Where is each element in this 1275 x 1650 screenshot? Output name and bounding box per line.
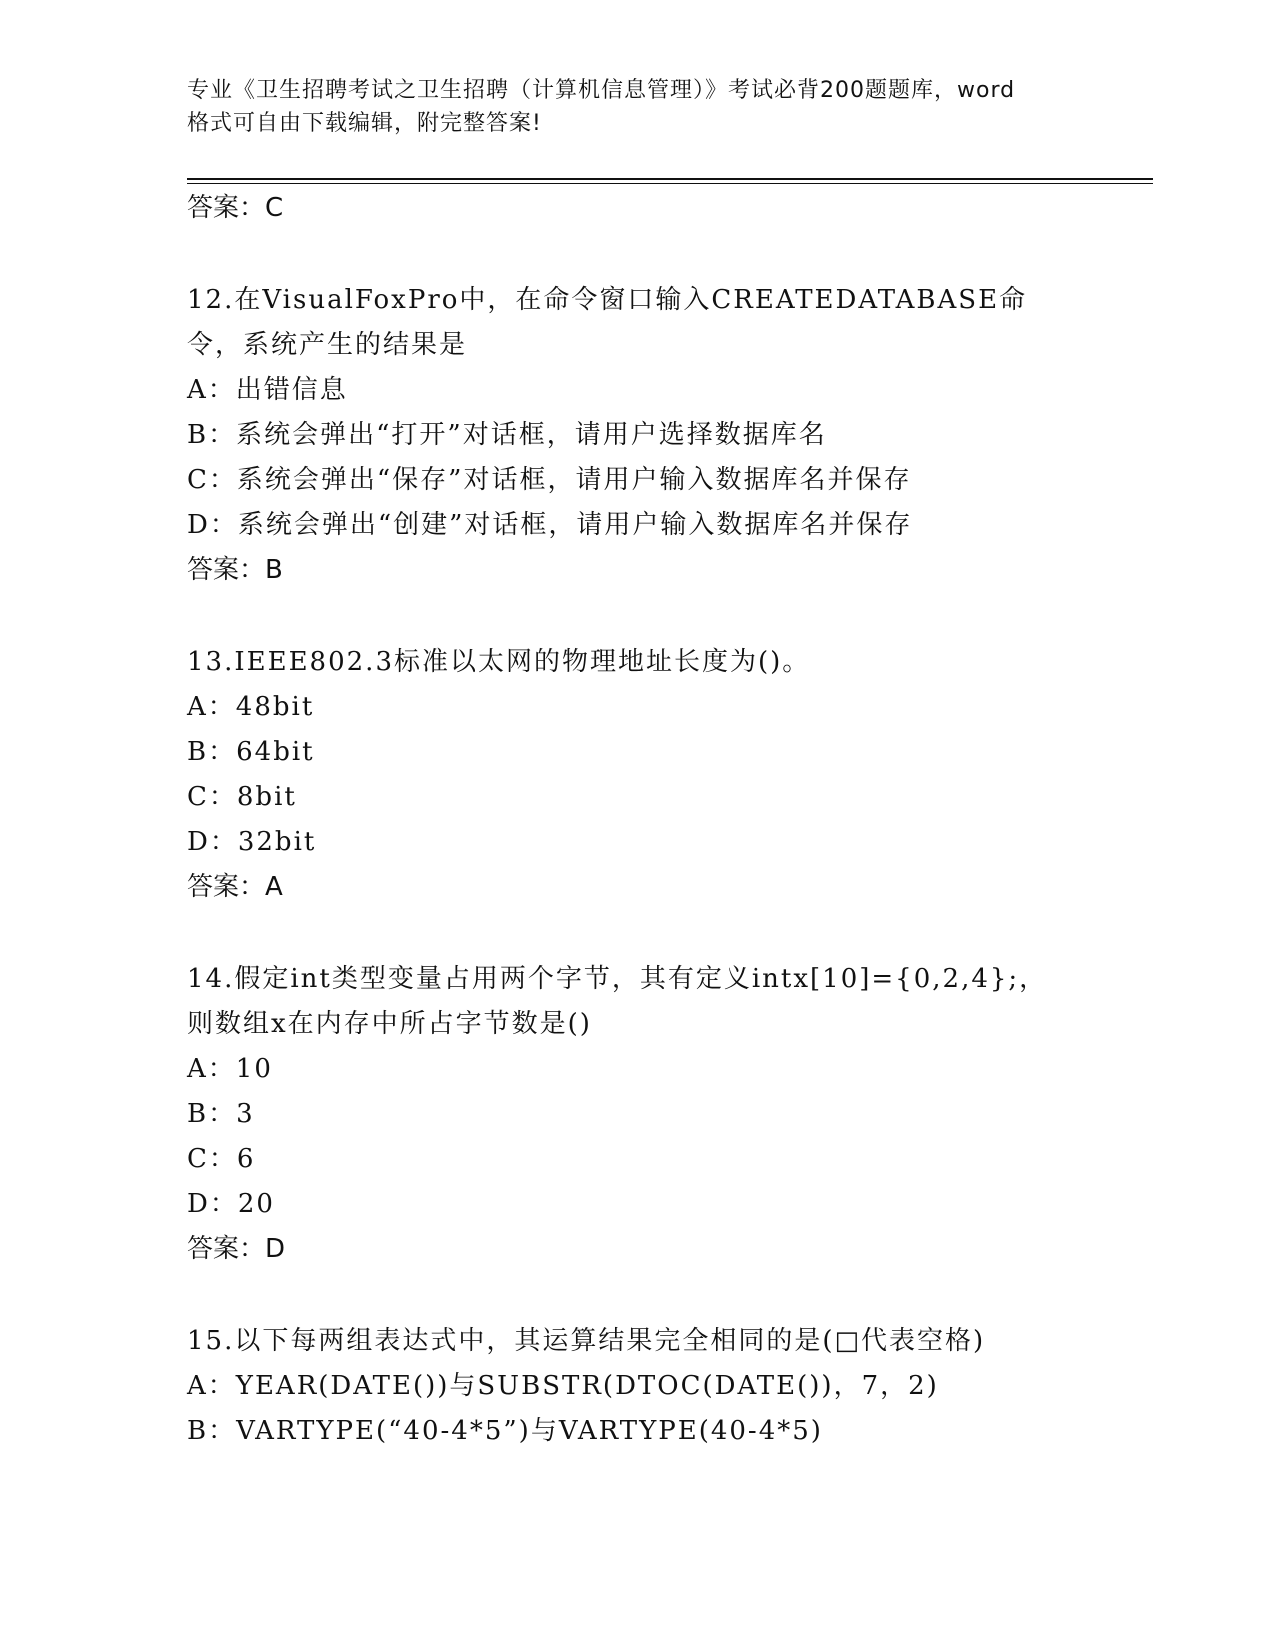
document-header bbox=[187, 74, 1087, 140]
option-b: B：3 bbox=[187, 1099, 255, 1129]
option-a: A：YEAR(DATE())与SUBSTR(DTOC(DATE())，7，2) bbox=[187, 1371, 939, 1401]
answer-label: 答案：A bbox=[187, 872, 283, 902]
option-c: C：系统会弹出“保存”对话框，请用户输入数据库名并保存 bbox=[187, 465, 912, 495]
question-12 bbox=[187, 278, 1147, 593]
option-c: C：6 bbox=[187, 1144, 256, 1174]
previous-answer: 答案：C bbox=[187, 193, 284, 223]
answer-label: 答案：D bbox=[187, 1234, 286, 1264]
option-d: D：32bit bbox=[187, 827, 317, 857]
question-15 bbox=[187, 1319, 1147, 1454]
option-a: A：10 bbox=[187, 1054, 273, 1084]
answer-label: 答案：B bbox=[187, 555, 283, 585]
option-a: A：出错信息 bbox=[187, 375, 348, 405]
question-stem: 13.IEEE802.3标准以太网的物理地址长度为()。 bbox=[187, 647, 811, 677]
question-stem: 14.假定int类型变量占用两个字节，其有定义intx[10]={0,2,4};，则数组x在内存中所占字节数是() bbox=[187, 964, 1048, 1039]
question-13 bbox=[187, 640, 1147, 910]
question-14 bbox=[187, 957, 1147, 1272]
question-list bbox=[187, 186, 1147, 1454]
option-b: B：系统会弹出“打开”对话框，请用户选择数据库名 bbox=[187, 420, 827, 450]
option-b: B：VARTYPE(“40-4*5”)与VARTYPE(40-4*5) bbox=[187, 1416, 823, 1446]
header-line-2: 格式可自由下载编辑，附完整答案! bbox=[187, 111, 542, 136]
option-a: A：48bit bbox=[187, 692, 315, 722]
question-stem: 12.在VisualFoxPro中，在命令窗口输入CREATEDATABASE命令，系统产生的结果是 bbox=[187, 285, 1028, 360]
header-rule-thin bbox=[187, 183, 1153, 184]
option-d: D：20 bbox=[187, 1189, 275, 1219]
option-c: C：8bit bbox=[187, 782, 297, 812]
question-stem: 15.以下每两组表达式中，其运算结果完全相同的是(□代表空格) bbox=[187, 1326, 986, 1356]
option-b: B：64bit bbox=[187, 737, 315, 767]
header-line-1: 专业《卫生招聘考试之卫生招聘（计算机信息管理）》考试必背200题题库，word bbox=[187, 78, 1016, 103]
header-rule-thick bbox=[187, 178, 1153, 180]
option-d: D：系统会弹出“创建”对话框，请用户输入数据库名并保存 bbox=[187, 510, 913, 540]
